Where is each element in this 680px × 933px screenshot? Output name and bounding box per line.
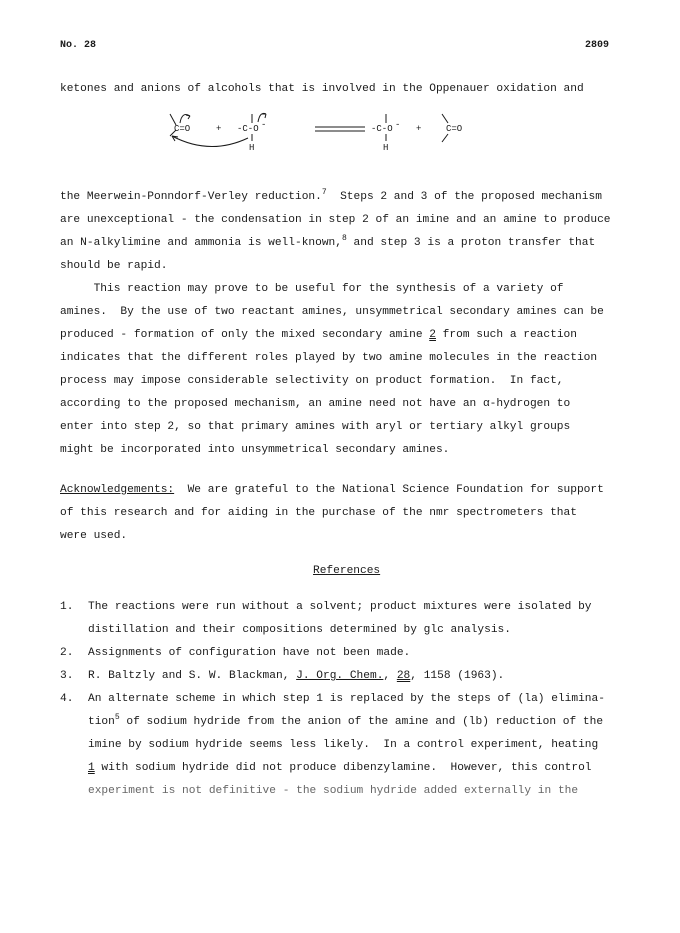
ref-4-line-3: imine by sodium hydride seems less likely. In a control experiment, heating: [88, 739, 599, 751]
ref-1-line-1: The reactions were run without a solvent; product mixtures were isolated by: [88, 601, 592, 613]
alkoxide-charge: -: [261, 120, 267, 130]
product-alkoxide-group: [371, 114, 400, 153]
acknowledgements-line-2: of this research and for aiding in the purchase of the nmr spectrometers that: [60, 507, 577, 519]
para2-line-7: enter into step 2, so that primary amines with aryl or tertiary alkyl groups: [60, 421, 571, 433]
compound-number: 1: [88, 762, 95, 774]
right-carbonyl-group: [442, 114, 462, 142]
alkoxide-label: -C-O: [237, 124, 259, 134]
journal-name: J. Org. Chem.: [296, 670, 384, 682]
para1-line-3: an N-alkylimine and ammonia is well-known,$^8$ and step 3 is a proton transfer that: [60, 234, 596, 249]
para2-line-2: amines. By the use of two reactant amines, unsymmetrical secondary amines can be: [60, 306, 604, 318]
volume-number: 28: [396, 670, 411, 682]
para2-line-4: indicates that the different roles played by two amine molecules in the reaction: [60, 352, 598, 364]
ref-4-line-2: tion$^5$ of sodium hydride from the anion of the amine and (lb) reduction of the: [88, 713, 604, 728]
plus-sign-2: +: [416, 124, 422, 134]
left-carbonyl-label: C=O: [174, 124, 191, 134]
ref-1-line-2: distillation and their compositions determined by glc analysis.: [88, 624, 511, 636]
ref-3-number: 3.: [60, 670, 74, 682]
right-carbonyl-label: C=O: [446, 124, 463, 134]
para2-line-6: according to the proposed mechanism, an amine need not have an α-hydrogen to: [60, 398, 571, 410]
ref-4-line-5: experiment is not definitive - the sodium hydride added externally in the: [88, 785, 579, 797]
product-alkoxide-charge: -: [395, 120, 401, 130]
ref-3-line-1: R. Baltzly and S. W. Blackman, J. Org. Chem., 28, 1158 (1963).: [88, 670, 505, 682]
ref-4-line-4: 1 with sodium hydride did not produce dibenzylamine. However, this control: [88, 762, 592, 774]
ref-4-line-1: An alternate scheme in which step 1 is replaced by the steps of (la) elimina-: [88, 693, 605, 705]
alkoxide-group: [237, 113, 266, 153]
product-alkoxide-label: -C-O: [371, 124, 393, 134]
hydrogen-label-2: H: [383, 143, 389, 153]
hydrogen-label-1: H: [249, 143, 255, 153]
ref-4-number: 4.: [60, 693, 74, 705]
para1-line-4: should be rapid.: [60, 260, 168, 272]
reaction-scheme: [150, 108, 510, 170]
para2-line-5: process may impose considerable selectivity on product formation. In fact,: [60, 375, 564, 387]
ref-1-number: 1.: [60, 601, 74, 613]
ref-2-number: 2.: [60, 647, 74, 659]
acknowledgements-line-3: were used.: [60, 530, 128, 542]
para1-line-2: are unexceptional - the condensation in step 2 of an imine and an amine to produce: [60, 214, 611, 226]
equilibrium-arrow: [315, 127, 365, 131]
plus-sign-1: +: [216, 124, 222, 134]
para2-line-8: might be incorporated into unsymmetrical secondary amines.: [60, 444, 450, 456]
references-heading: References: [313, 565, 381, 577]
acknowledgements-line-1: Acknowledgements: We are grateful to the National Science Foundation for support: [60, 484, 604, 496]
para2-line-1: This reaction may prove to be useful for the synthesis of a variety of: [60, 283, 564, 295]
acknowledgements-heading: Acknowledgements:: [60, 484, 175, 496]
hydride-arrow-icon: [172, 136, 248, 147]
compound-number: 2: [429, 329, 436, 341]
page-number: 2809: [585, 40, 610, 51]
page-header-journal: No. 28: [60, 40, 97, 51]
para2-line-3: produced - formation of only the mixed secondary amine 2 from such a reaction: [60, 329, 577, 341]
ref-2-line-1: Assignments of configuration have not been made.: [88, 647, 411, 659]
para1-line-1: the Meerwein-Ponndorf-Verley reduction.$^7$ Steps 2 and 3 of the proposed mechanism: [60, 188, 602, 203]
intro-line: ketones and anions of alcohols that is involved in the Oppenauer oxidation and: [60, 83, 584, 95]
